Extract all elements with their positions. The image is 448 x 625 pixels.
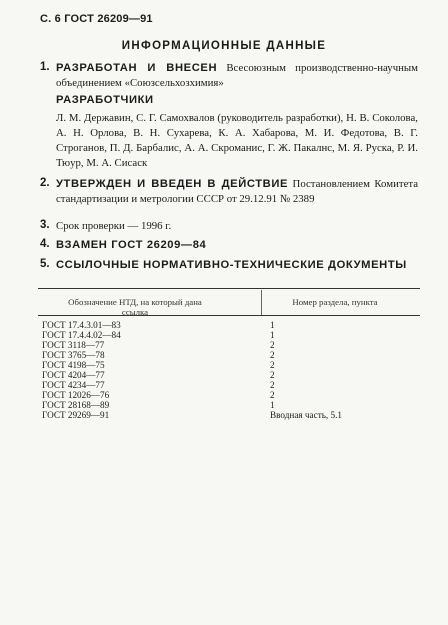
developers-list: Л. М. Державин, С. Г. Самохвалов (руководитель разработки), Н. В. Соколова, А. Н. Орлова, В. Н. Сухарева, К. А. Хабарова, М. И. Федотова, В. Г. Строганов, П. Д. Барбалис, А. А. Скроманис, Г. Ж. Пакалнс, М. Я. Руска, Р. И. Тюур, М. А. Сисаск [56,112,418,169]
section-2 [40,177,418,206]
section-number: 4. [40,238,50,250]
section-heading: УТВЕРЖДЕН И ВВЕДЕН В ДЕЙСТВИЕ [56,178,289,190]
document-designation: ГОСТ 3118—77 [42,340,105,350]
column-header-document: Обозначение НТД, на который дана ссылка [68,297,202,317]
column-header-section: Номер раздела, пункта [292,297,378,307]
section-number-cell: 2 [270,340,275,350]
table-row [38,340,420,350]
section-heading: ССЫЛОЧНЫЕ НОРМАТИВНО-ТЕХНИЧЕСКИЕ ДОКУМЕНТЫ [56,259,407,271]
document-designation: ГОСТ 12026—76 [42,390,110,400]
section-body [56,258,418,273]
document-designation: ГОСТ 3765—78 [42,350,105,360]
section-number-cell: 2 [270,390,275,400]
section-number: 3. [40,219,50,231]
section-number-cell: 2 [270,370,275,380]
document-designation: ГОСТ 17.4.3.01—83 [42,320,121,330]
section-body [56,219,418,234]
column-divider [261,290,262,315]
section-body [56,238,418,253]
section-body [56,61,418,90]
section-number: 1. [40,61,50,73]
document-designation: ГОСТ 29269—91 [42,410,110,420]
table-row [38,330,420,340]
section-number-cell: 1 [270,320,275,330]
reference-table [38,288,420,420]
table-header [38,289,420,315]
table-row [38,370,420,380]
developers-heading: РАЗРАБОТЧИКИ [56,94,154,106]
section-5 [40,258,418,273]
section-heading: ВЗАМЕН ГОСТ 26209—84 [56,239,207,251]
section-number-cell: Вводная часть, 5.1 [270,410,342,420]
document-designation: ГОСТ 4204—77 [42,370,105,380]
page-header: С. 6 ГОСТ 26209—91 [40,13,153,25]
table-row [38,320,420,330]
section-4 [40,238,418,253]
table-row [38,400,420,410]
section-text: Всесоюзным производственно-научным объединением «Союзсельхозхимия» [56,62,418,89]
page-title: ИНФОРМАЦИОННЫЕ ДАННЫЕ [121,40,327,52]
table-row [38,410,420,420]
table-row [38,390,420,400]
document-designation: ГОСТ 17.4.4.02—84 [42,330,121,340]
section-number: 2. [40,177,50,189]
document-designation: ГОСТ 28168—89 [42,400,110,410]
table-row [38,380,420,390]
section-3 [40,219,418,234]
section-heading: РАЗРАБОТАН И ВНЕСЕН [56,62,218,74]
document-designation: ГОСТ 4234—77 [42,380,105,390]
section-number: 5. [40,258,50,270]
section-number-cell: 2 [270,350,275,360]
document-designation: ГОСТ 4198—75 [42,360,105,370]
section-text: Постановлением Комитета стандартизации и метрологии СССР от 29.12.91 № 2389 [56,178,418,205]
section-number-cell: 2 [270,360,275,370]
section-body [56,177,418,206]
section-number-cell: 1 [270,400,275,410]
table-body [38,320,420,420]
section-1 [40,61,418,90]
section-text: Срок проверки — 1996 г. [56,220,172,232]
section-number-cell: 1 [270,330,275,340]
table-row [38,360,420,370]
table-row [38,350,420,360]
section-number-cell: 2 [270,380,275,390]
